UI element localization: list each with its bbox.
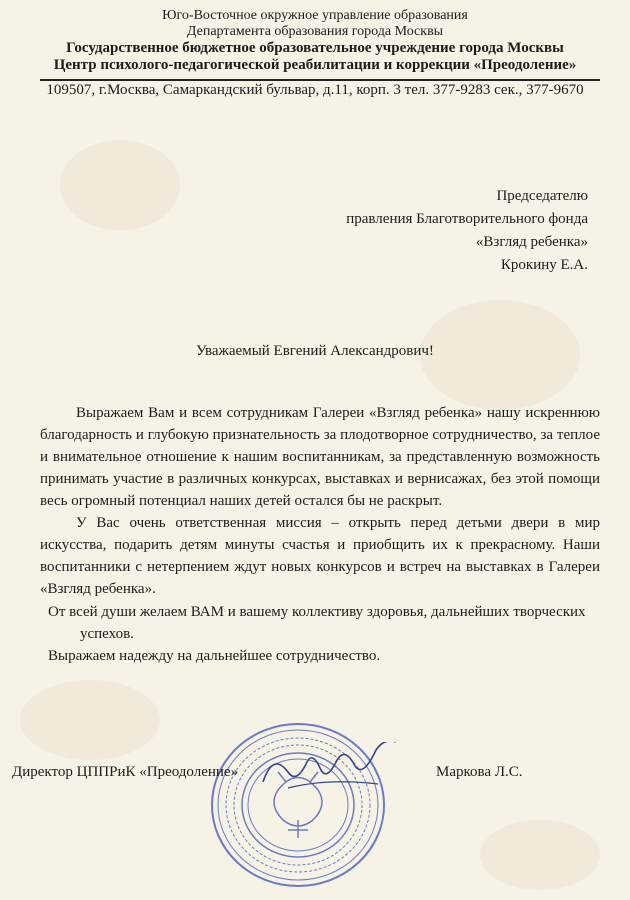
closing-line-3: Выражаем надежду на дальнейшее сотрудничество. [48,648,381,664]
recipient-line-1: Председателю [496,188,588,204]
signatory-name: Маркова Л.С. [436,764,523,780]
body-paragraph-1: Выражаем Вам и всем сотрудникам Галереи «Взгляд ребенка» нашу искреннюю благодарность и глубокую признательность за плодотворное сотрудничество, за теплое и внимательное отношение к нашим воспитанникам, за представленную возможность принимать участие в различных конкурсах, выставках и вернисажах, без этой помощи весь огромный потенциал наших детей остался бы не раскрыт. [40,405,600,509]
signatory-position: Директор ЦППРиК «Преодоление» [12,764,239,780]
recipient-line-3: «Взгляд ребенка» [475,234,588,250]
closing-line-1: От всей души желаем ВАМ и вашему коллективу здоровья, дальнейших творческих [48,604,586,620]
letterhead-line-1: Юго-Восточное окружное управление образования [162,8,468,23]
letterhead-line-2: Департамента образования города Москвы [186,24,444,39]
body-paragraph-2: У Вас очень ответственная миссия – открыть перед детьми двери в мир искусства, подарить детям минуты счастья и приобщить их к прекрасному. Наши воспитанники с нетерпением ждут новых конкурсов и встреч на выставках в Галереи «Взгляд ребенка». [40,515,600,597]
letterhead-divider [40,79,600,81]
paper-texture [60,140,180,230]
letterhead-institution: Государственное бюджетное образовательное учреждение города Москвы [66,40,564,56]
paper-texture [20,680,160,760]
recipient-block [346,185,588,277]
recipient-line-2: правления Благотворительного фонда [346,211,588,227]
closing-line-2: успехов. [80,626,134,642]
letterhead-address: 109507, г.Москва, Самаркандский бульвар, д.11, корп. 3 тел. 377-9283 сек., 377-9670 [46,82,584,98]
recipient-line-4: Крокину Е.А. [500,257,588,273]
handwritten-signature-icon [258,742,408,802]
letterhead-center-name: Центр психолого-педагогической реабилитации и коррекции «Преодоление» [53,57,577,73]
paper-texture [480,820,600,890]
closing-block [48,601,608,667]
greeting: Уважаемый Евгений Александрович! [196,343,434,359]
letterhead [0,8,630,74]
letter-body [40,402,600,600]
